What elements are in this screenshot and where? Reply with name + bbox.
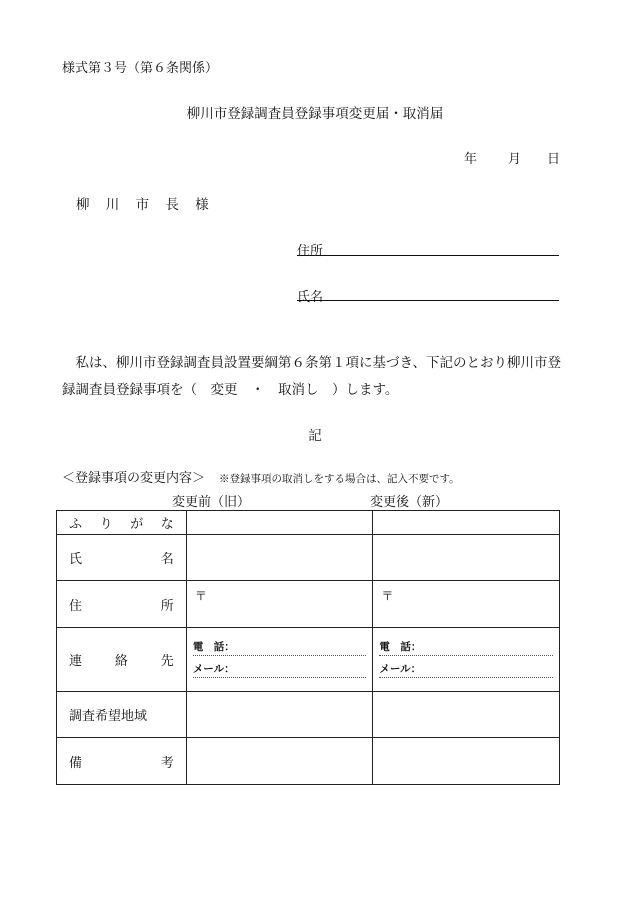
region-after-cell[interactable]	[373, 692, 560, 738]
char: 名	[160, 552, 174, 567]
name-after-cell[interactable]	[373, 535, 560, 581]
remarks-before-cell[interactable]	[186, 738, 373, 785]
label-region: 調査希望地域	[57, 692, 187, 738]
section-note: ※登録事項の取消しをする場合は、記入不要です。	[219, 473, 460, 485]
char: が	[130, 517, 144, 532]
date-day: 日	[547, 152, 561, 167]
col-after-header: 変更後（新）	[370, 495, 449, 510]
char: り	[99, 517, 113, 532]
char: 所	[160, 598, 174, 614]
row-furigana	[57, 511, 560, 535]
label-furigana	[57, 511, 187, 535]
phone-field[interactable]: 電 話：	[379, 640, 553, 656]
char: な	[160, 517, 174, 532]
change-table	[56, 510, 560, 785]
date-year: 年	[464, 152, 478, 167]
char: ふ	[69, 517, 83, 532]
label-name	[57, 535, 187, 581]
form-title: 柳川市登録調査員登録事項変更届・取消届	[186, 106, 444, 122]
contact-after-cell	[373, 628, 560, 692]
region-before-cell[interactable]	[186, 692, 373, 738]
char: 絡	[114, 654, 128, 669]
row-address	[57, 581, 560, 628]
phone-field[interactable]: 電 話：	[193, 640, 367, 656]
contact-before-cell	[186, 628, 373, 692]
name-before-cell[interactable]	[186, 535, 373, 581]
row-region	[57, 692, 560, 738]
section-heading	[62, 467, 460, 486]
declaration-text: 私は、柳川市登録調査員設置要綱第６条第１項に基づき、下記のとおり柳川市登録調査員登録事項を（ 変更 ・ 取消し ）します。	[62, 355, 561, 398]
remarks-after-cell[interactable]	[373, 738, 560, 785]
row-name	[57, 535, 560, 581]
address-line[interactable]	[297, 255, 559, 256]
char: 連	[69, 654, 83, 669]
address-after-cell[interactable]	[373, 581, 560, 628]
label-remarks	[57, 738, 187, 785]
form-number: 様式第３号（第６条関係）	[62, 61, 219, 76]
postal-mark: 〒	[381, 589, 394, 603]
name-label: 氏名	[297, 290, 324, 305]
char: 氏	[69, 552, 83, 567]
char: 備	[69, 755, 83, 771]
col-before-header: 変更前（旧）	[172, 495, 251, 510]
furigana-before-cell[interactable]	[186, 511, 373, 535]
ki-heading: 記	[308, 428, 322, 444]
char: 先	[160, 654, 174, 669]
row-contact	[57, 628, 560, 692]
furigana-after-cell[interactable]	[373, 511, 560, 535]
char: 考	[160, 755, 174, 771]
date-month: 月	[508, 152, 522, 167]
address-label: 住所	[297, 244, 324, 259]
name-line[interactable]	[297, 300, 559, 301]
mail-field[interactable]: メール：	[193, 662, 367, 678]
label-address	[57, 581, 187, 628]
row-remarks	[57, 738, 560, 785]
label-contact	[57, 628, 187, 692]
char: 住	[69, 598, 83, 614]
mail-field[interactable]: メール：	[379, 662, 553, 678]
addressee: 柳 川 市 長 様	[76, 197, 215, 213]
postal-mark: 〒	[194, 589, 207, 603]
address-before-cell[interactable]	[186, 581, 373, 628]
section-title: ＜登録事項の変更内容＞	[62, 471, 206, 486]
